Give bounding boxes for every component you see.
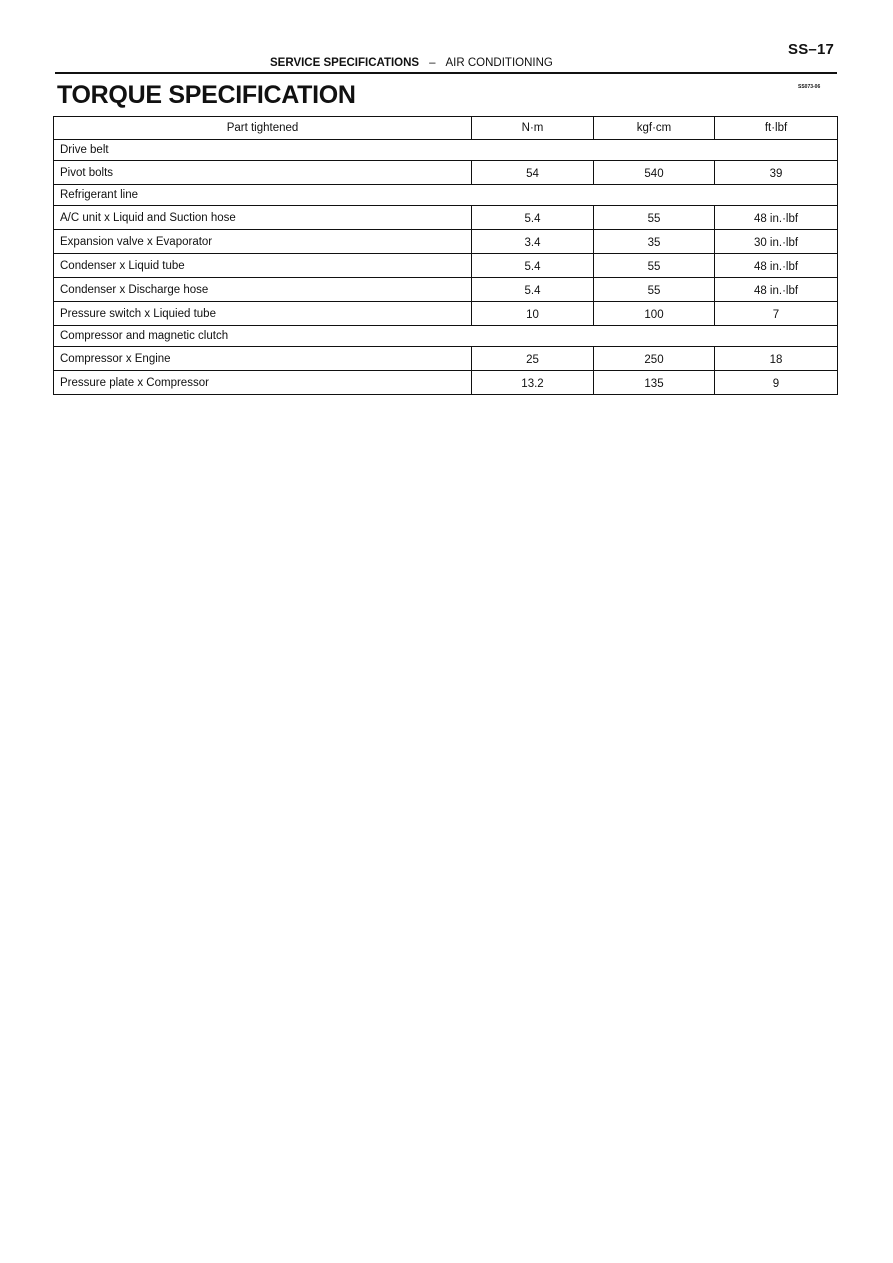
ftlbf-cell: 48 in.·lbf: [715, 278, 838, 302]
table-body: [54, 140, 838, 395]
kgf-cell: 35: [594, 230, 715, 254]
nm-cell: 5.4: [472, 254, 594, 278]
ftlbf-cell: 48 in.·lbf: [715, 254, 838, 278]
table-row: [54, 206, 838, 230]
table-row: [54, 302, 838, 326]
kgf-cell: 55: [594, 206, 715, 230]
kgf-cell: 100: [594, 302, 715, 326]
page-title: TORQUE SPECIFICATION: [57, 81, 356, 109]
kgf-cell: 540: [594, 161, 715, 185]
column-header-nm: N·m: [472, 117, 594, 140]
table-row: [54, 371, 838, 395]
kgf-cell: 135: [594, 371, 715, 395]
part-cell: Expansion valve x Evaporator: [54, 230, 472, 254]
page-number: SS–17: [788, 41, 835, 58]
part-cell: Condenser x Liquid tube: [54, 254, 472, 278]
header-rule: [55, 72, 837, 74]
ftlbf-cell: 48 in.·lbf: [715, 206, 838, 230]
group-label: Drive belt: [54, 140, 838, 161]
table-row: [54, 161, 838, 185]
nm-cell: 54: [472, 161, 594, 185]
subsection-title: AIR CONDITIONING: [445, 57, 553, 69]
table-row: [54, 278, 838, 302]
table-row: [54, 254, 838, 278]
part-cell: Condenser x Discharge hose: [54, 278, 472, 302]
table-group-row: [54, 185, 838, 206]
part-cell: Pressure switch x Liquied tube: [54, 302, 472, 326]
kgf-cell: 55: [594, 278, 715, 302]
ftlbf-cell: 9: [715, 371, 838, 395]
nm-cell: 10: [472, 302, 594, 326]
figure-code: SS073-06: [798, 84, 821, 90]
ftlbf-cell: 39: [715, 161, 838, 185]
nm-cell: 13.2: [472, 371, 594, 395]
torque-specification-table: [53, 116, 838, 395]
ftlbf-cell: 30 in.·lbf: [715, 230, 838, 254]
part-cell: Pivot bolts: [54, 161, 472, 185]
column-header-kgf: kgf·cm: [594, 117, 715, 140]
section-title: SERVICE SPECIFICATIONS: [270, 57, 420, 69]
table-header-row: [54, 117, 838, 140]
table-row: [54, 230, 838, 254]
group-label: Compressor and magnetic clutch: [54, 326, 838, 347]
part-cell: Compressor x Engine: [54, 347, 472, 371]
nm-cell: 5.4: [472, 206, 594, 230]
ftlbf-cell: 7: [715, 302, 838, 326]
table-group-row: [54, 140, 838, 161]
table-group-row: [54, 326, 838, 347]
nm-cell: 25: [472, 347, 594, 371]
nm-cell: 3.4: [472, 230, 594, 254]
running-header: [270, 57, 553, 69]
nm-cell: 5.4: [472, 278, 594, 302]
column-header-part: Part tightened: [54, 117, 472, 140]
part-cell: Pressure plate x Compressor: [54, 371, 472, 395]
part-cell: A/C unit x Liquid and Suction hose: [54, 206, 472, 230]
ftlbf-cell: 18: [715, 347, 838, 371]
header-separator: –: [429, 57, 436, 69]
kgf-cell: 250: [594, 347, 715, 371]
group-label: Refrigerant line: [54, 185, 838, 206]
table-row: [54, 347, 838, 371]
kgf-cell: 55: [594, 254, 715, 278]
column-header-ft: ft·lbf: [715, 117, 838, 140]
